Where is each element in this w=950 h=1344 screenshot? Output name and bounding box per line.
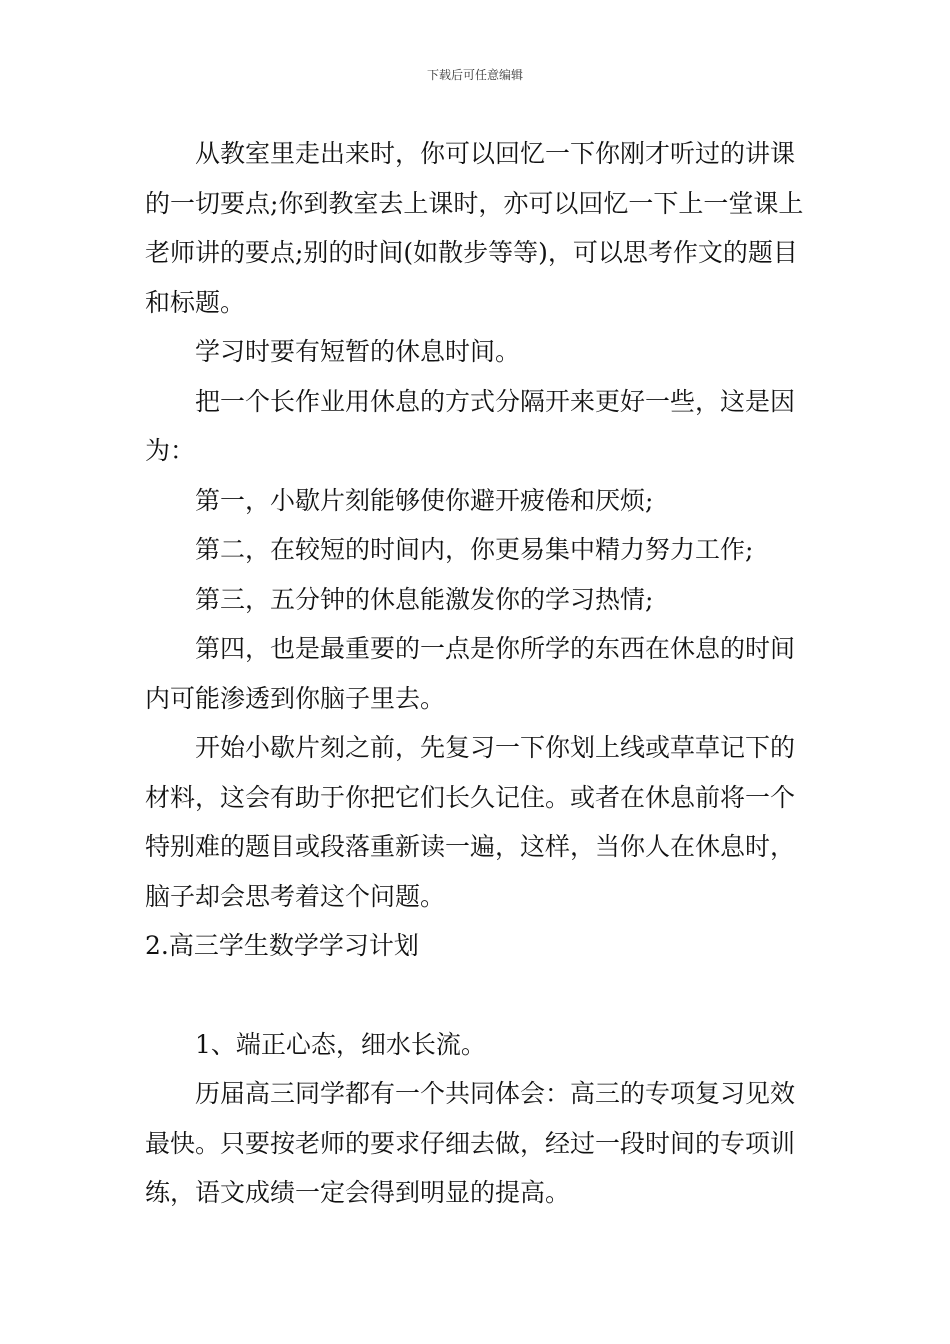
header-note: 下载后可任意编辑 (426, 68, 523, 82)
paragraph-short-breaks: 学习时要有短暂的休息时间。 (195, 337, 521, 366)
paragraph-reason-third: 第三，五分钟的休息能激发你的学习热情; (195, 584, 654, 614)
document-body (145, 129, 809, 1218)
paragraph-break-reasons-intro: 把一个长作业用休息的方式分隔开来更好一些，这是因为： (145, 386, 796, 465)
paragraph-shared-experience: 历届高三同学都有一个共同体会：高三的专项复习见效最快。只要按老师的要求仔细去做，经过一段时间的专项训练，语文成绩一定会得到明显的提高。 (145, 1079, 796, 1207)
paragraph-reason-second: 第二，在较短的时间内，你更易集中精力努力工作; (195, 535, 754, 564)
paragraph-point-one: 1、端正心态，细水长流。 (195, 1029, 486, 1059)
paragraph-review-after-class: 从教室里走出来时，你可以回忆一下你刚才听过的讲课的一切要点;你到教室去上课时，亦可以回忆一下上一堂课上老师讲的要点;别的时间(如散步等等)，可以思考作文的题目和标题。 (145, 139, 804, 317)
paragraph-before-break-review: 开始小歇片刻之前，先复习一下你划上线或草草记下的材料，这会有助于你把它们长久记住。或者在休息前将一个特别难的题目或段落重新读一遍，这样，当你人在休息时，脑子却会思考着这个问题。 (145, 733, 796, 911)
section-heading: 2.高三学生数学学习计划 (145, 931, 419, 960)
paragraph-reason-first: 第一，小歇片刻能够使你避开疲倦和厌烦; (195, 485, 654, 515)
blank-line (145, 971, 809, 1020)
paragraph-reason-fourth: 第四，也是最重要的一点是你所学的东西在休息的时间内可能渗透到你脑子里去。 (145, 634, 796, 713)
